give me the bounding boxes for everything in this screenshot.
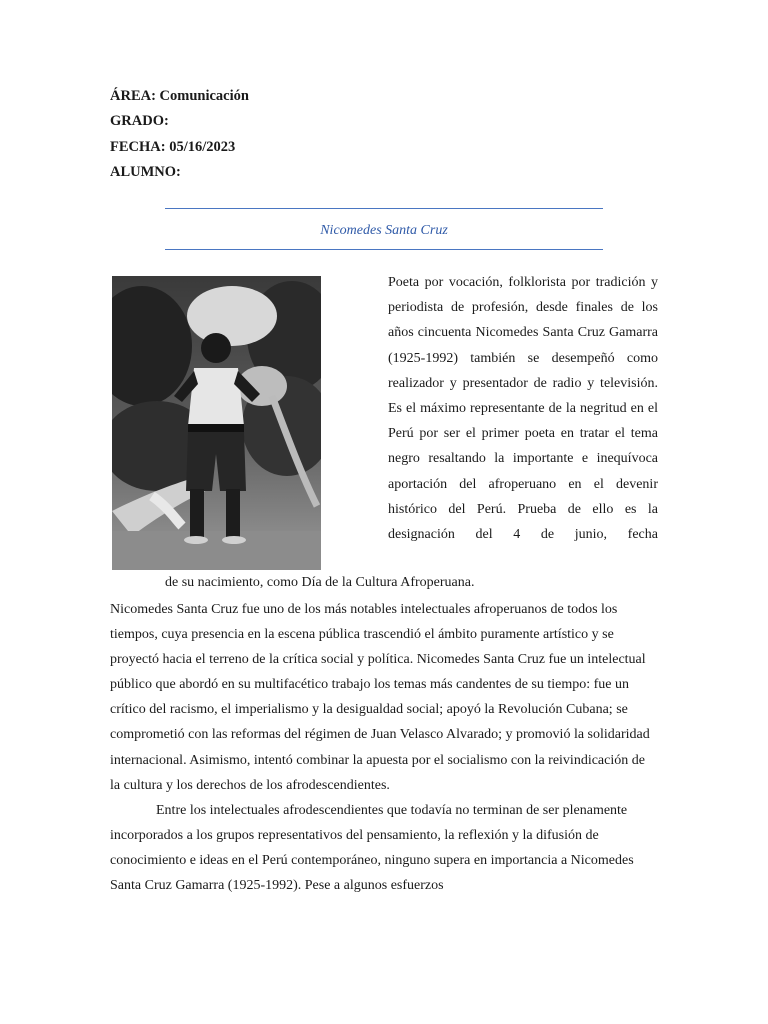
grado-field: GRADO: [110, 113, 169, 130]
intro-paragraph: Poeta por vocación, folklorista por tradición y periodista de profesión, desde finales de los años cincuenta Nicomedes Santa Cruz Gamarra (1925-1992) también se desempeñó como realizador y presentador de radio y televisión. Es el máximo representante de la negritud en el Perú por ser el primer poeta en tratar el tema negro resaltando la importante e inequívoca aportación del afroperuano en el devenir histórico del Perú. Prueba de ello es la designación del 4 de junio, fecha [388, 275, 658, 543]
body-text [110, 597, 658, 898]
document-header [110, 84, 249, 185]
body-paragraph-1: Nicomedes Santa Cruz fue uno de los más notables intelectuales afroperuanos de todos los tiempos, cuya presencia en la escena pública trascendió el ámbito puramente artístico y se proyectó hacia el terreno de la crítica social y política. Nicomedes Santa Cruz fue un intelectual público que abordó en su multifacético trabajo los temas más candentes de su tiempo: fue un crítico del racismo, el imperialismo y la desigualdad social; apoyó la Revolución Cubana; se comprometió con las reformas del régimen de Juan Velasco Alvarado; y promovió la solidaridad internacional. Asimismo, intentó combinar la apuesta por el socialismo con la reivindicación de la cultura y los derechos de los afrodescendientes. [110, 602, 650, 793]
body-paragraph-2: Entre los intelectuales afrodescendientes que todavía no terminan de ser plenamente incorporados a los grupos representativos del pensamiento, la reflexión y la difusión de conocimiento e ideas en el Perú contemporáneo, ninguno supera en importancia a Nicomedes Santa Cruz Gamarra (1925-1992). Pese a algunos esfuerzos [110, 802, 634, 894]
document-title: Nicomedes Santa Cruz [320, 223, 448, 238]
title-rule-bottom [165, 249, 603, 250]
intro-paragraph-tail: de su nacimiento, como Día de la Cultura Afroperuana. [165, 575, 475, 590]
area-field: ÁREA: Comunicación [110, 88, 249, 104]
portrait-photo [112, 276, 321, 570]
fecha-field: FECHA: 05/16/2023 [110, 138, 236, 155]
title-rule-top [165, 208, 603, 209]
alumno-field: ALUMNO: [110, 163, 181, 180]
